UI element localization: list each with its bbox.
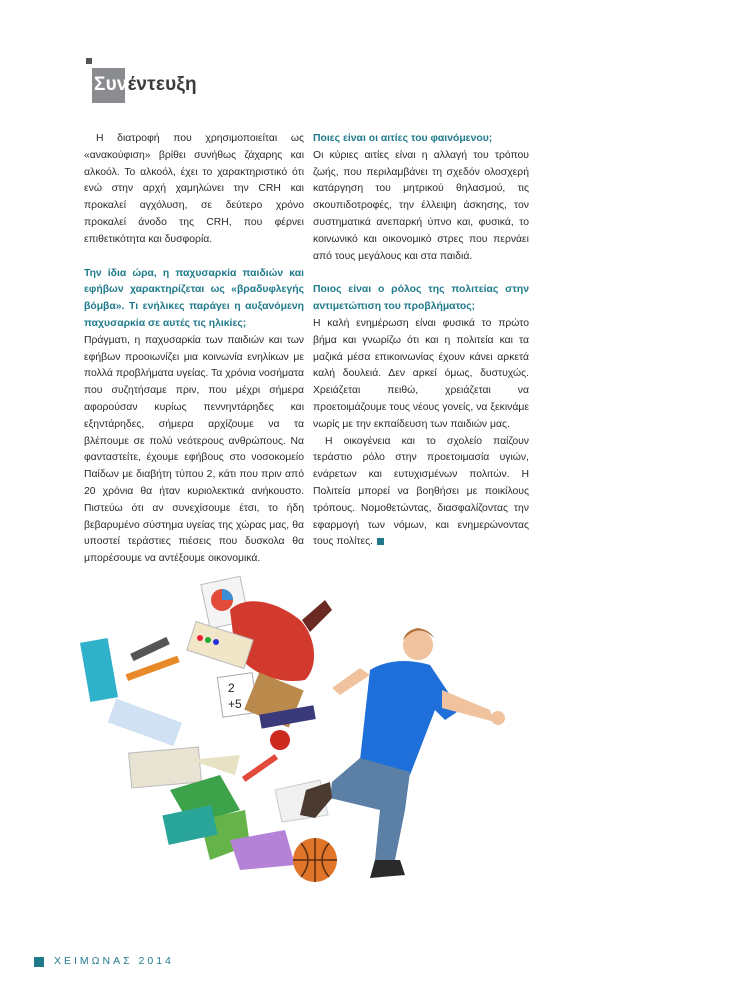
section-label bbox=[94, 74, 197, 96]
paragraph-final bbox=[313, 434, 529, 552]
section-label-part-a: Συν bbox=[94, 74, 128, 95]
issue-label: ΧΕΙΜΩΝΑΣ 2014 bbox=[54, 955, 174, 967]
running-boy-illustration bbox=[70, 560, 540, 900]
interview-question: Την ίδια ώρα, η παχυσαρκία παιδιών και εφήβων χαρακτηρίζεται ως «βραδυφλεγής βόμβα». Τι ενήλικες παράγει η αυξανόμενη παχυσαρκία σε αυτές τις ηλικίες; bbox=[84, 267, 304, 329]
paragraph-final-text: Η οικογένεια και το σχολείο παίζουν τεράστιο ρόλο στην προετοιμασία υγιών, ενάρετων και ευτυχισμένων πολιτών. Η Πολιτεία μπορεί να βοηθήσει με ποικίλους τρόπους. Νομοθετώντας, διασφαλίζοντας την εφαρμογή των νόμων, και ενημερώνοντας τους πολίτες. bbox=[313, 435, 529, 548]
svg-text:+5: +5 bbox=[228, 697, 242, 711]
paragraph: Η καλή ενημέρωση είναι φυσικά το πρώτο βήμα και γνωρίζω ότι και η πολιτεία και τα μαζικά μέσα επικοινωνίας έχουν κάνει αρκετά καλή δουλειά. Δεν αρκεί όμως, δυστυχώς. Χρειάζεται πειθώ, χρειάζεται να προετοιμάζουμε τους νέους γονείς, να ξεκινάμε νωρίς με την εκπαίδευση των παιδιών μας. bbox=[313, 317, 529, 430]
end-mark-icon bbox=[377, 538, 384, 545]
svg-text:2: 2 bbox=[228, 681, 235, 695]
interview-question: Ποιες είναι οι αιτίες του φαινόμενου; bbox=[313, 133, 493, 144]
paragraph: Πράγματι, η παχυσαρκία των παιδιών και των εφήβων προοιωνίζει μια κοινωνία ενηλίκων με πολλά προβλήματα υγείας. Τα χρόνια νοσήματα που συζητήσαμε πριν, που μέχρι σήμερα αφορούσαν κυρίως πεννηντάρηδες και εξηντάρηδες, σήμερα αρχίζουμε να τα βλέπουμε σε πολύ νεότερους ανθρώπους. Να φανταστείτε, έχουμε εφήβους στο νοσοκομείο Παίδων με διαβήτη τύπου 2, κάτι που πριν από 20 χρόνια θα ήταν κυριολεκτικά ανήκουστο. Πιστεύω ότι αν συνεχίσουμε έτσι, το ήδη βεβαρυμένο σύστημα υγείας της χώρας μας, θα υποστεί τεράστιες πιέσεις που δυσκολα θα μπορέσουμε να αντέξουμε οικονομικά. bbox=[84, 334, 304, 565]
paragraph: Οι κύριες αιτίες είναι η αλλαγή του τρόπου ζωής, που περιλαμβάνει τη σχεδόν ολοσχερή κατάργηση του μητρικού θηλασμού, τις σκουπιδοτροφές, την έλλειψη άσκησης, τον συστηματικά ανεπαρκή ύπνο και, φυσικά, το κοινωνικό και οικονομικό στρες που περνάει από τους μεγάλους και στα παιδιά. bbox=[313, 149, 529, 262]
paragraph: Η διατροφή που χρησιμοποιείται ως «ανακούφιση» βρίθει συνήθως ζάχαρης και αλκοόλ. Το αλκοόλ, έχει το χαρακτηριστικό ότι ενώ στην αρχή χαμηλώνει την CRH και προκαλεί αγχόλυση, σε δεύτερο χρόνο προκαλεί άνοδο της CRH, που φέρνει επιθετικότητα και δυσφορία. bbox=[84, 133, 304, 245]
right-column bbox=[313, 131, 529, 551]
header-mark bbox=[86, 58, 92, 64]
left-column bbox=[84, 131, 304, 568]
footer-mark bbox=[34, 957, 44, 967]
section-label-part-b: έντευξη bbox=[127, 74, 197, 95]
interview-question: Ποιος είναι ο ρόλος της πολιτείας στην αντιμετώπιση του προβλήματος; bbox=[313, 284, 529, 313]
